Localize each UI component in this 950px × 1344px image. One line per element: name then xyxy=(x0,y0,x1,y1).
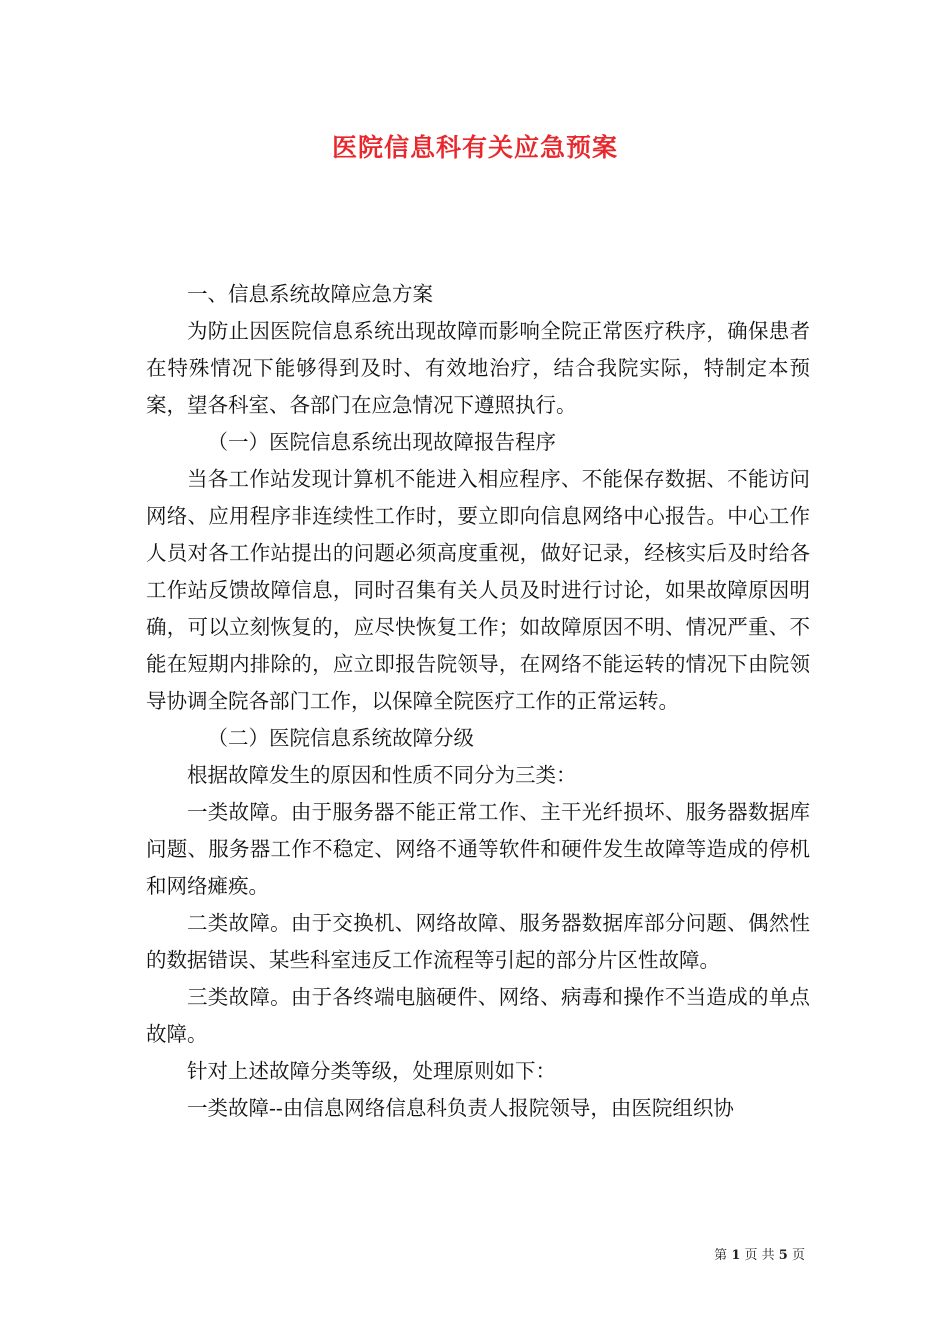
section-heading: 一、信息系统故障应急方案 xyxy=(187,282,433,306)
document-title: 医院信息科有关应急预案 xyxy=(331,133,618,162)
page-footer xyxy=(714,1244,805,1263)
paragraph: 为防止因医院信息系统出现故障而影响全院正常医疗秩序，确保患者在特殊情况下能够得到及时、有效地治疗，结合我院实际，特制定本预案，望各科室、各部门在应急情况下遵照执行。 xyxy=(146,319,810,417)
document-body xyxy=(146,276,810,1127)
footer-middle: 页 共 xyxy=(744,1248,775,1263)
paragraph: 一类故障--由信息网络信息科负责人报院领导，由医院组织协 xyxy=(187,1096,734,1120)
footer-page-number: 1 xyxy=(731,1248,741,1263)
paragraph: 针对上述故障分类等级，处理原则如下： xyxy=(187,1059,556,1083)
footer-suffix: 页 xyxy=(791,1248,805,1263)
paragraph: 二类故障。由于交换机、网络故障、服务器数据库部分问题、偶然性的数据错误、某些科室违反工作流程等引起的部分片区性故障。 xyxy=(146,911,810,972)
paragraph: 当各工作站发现计算机不能进入相应程序、不能保存数据、不能访问网络、应用程序非连续性工作时，要立即向信息网络中心报告。中心工作人员对各工作站提出的问题必须高度重视，做好记录，经核实后及时给各工作站反馈故障信息，同时召集有关人员及时进行讨论，如果故障原因明确，可以立刻恢复的，应尽快恢复工作；如故障原因不明、情况严重、不能在短期内排除的，应立即报告院领导，在网络不能运转的情况下由院领导协调全院各部门工作，以保障全院医疗工作的正常运转。 xyxy=(146,467,810,713)
footer-prefix: 第 xyxy=(714,1248,728,1263)
footer-total-pages: 5 xyxy=(778,1248,788,1263)
paragraph: 根据故障发生的原因和性质不同分为三类： xyxy=(187,763,577,787)
subsection-heading: （二）医院信息系统故障分级 xyxy=(207,726,474,750)
paragraph: 一类故障。由于服务器不能正常工作、主干光纤损坏、服务器数据库问题、服务器工作不稳定、网络不通等软件和硬件发生故障等造成的停机和网络瘫痪。 xyxy=(146,800,810,898)
paragraph: 三类故障。由于各终端电脑硬件、网络、病毒和操作不当造成的单点故障。 xyxy=(146,985,810,1046)
subsection-heading: （一）医院信息系统出现故障报告程序 xyxy=(207,430,556,454)
